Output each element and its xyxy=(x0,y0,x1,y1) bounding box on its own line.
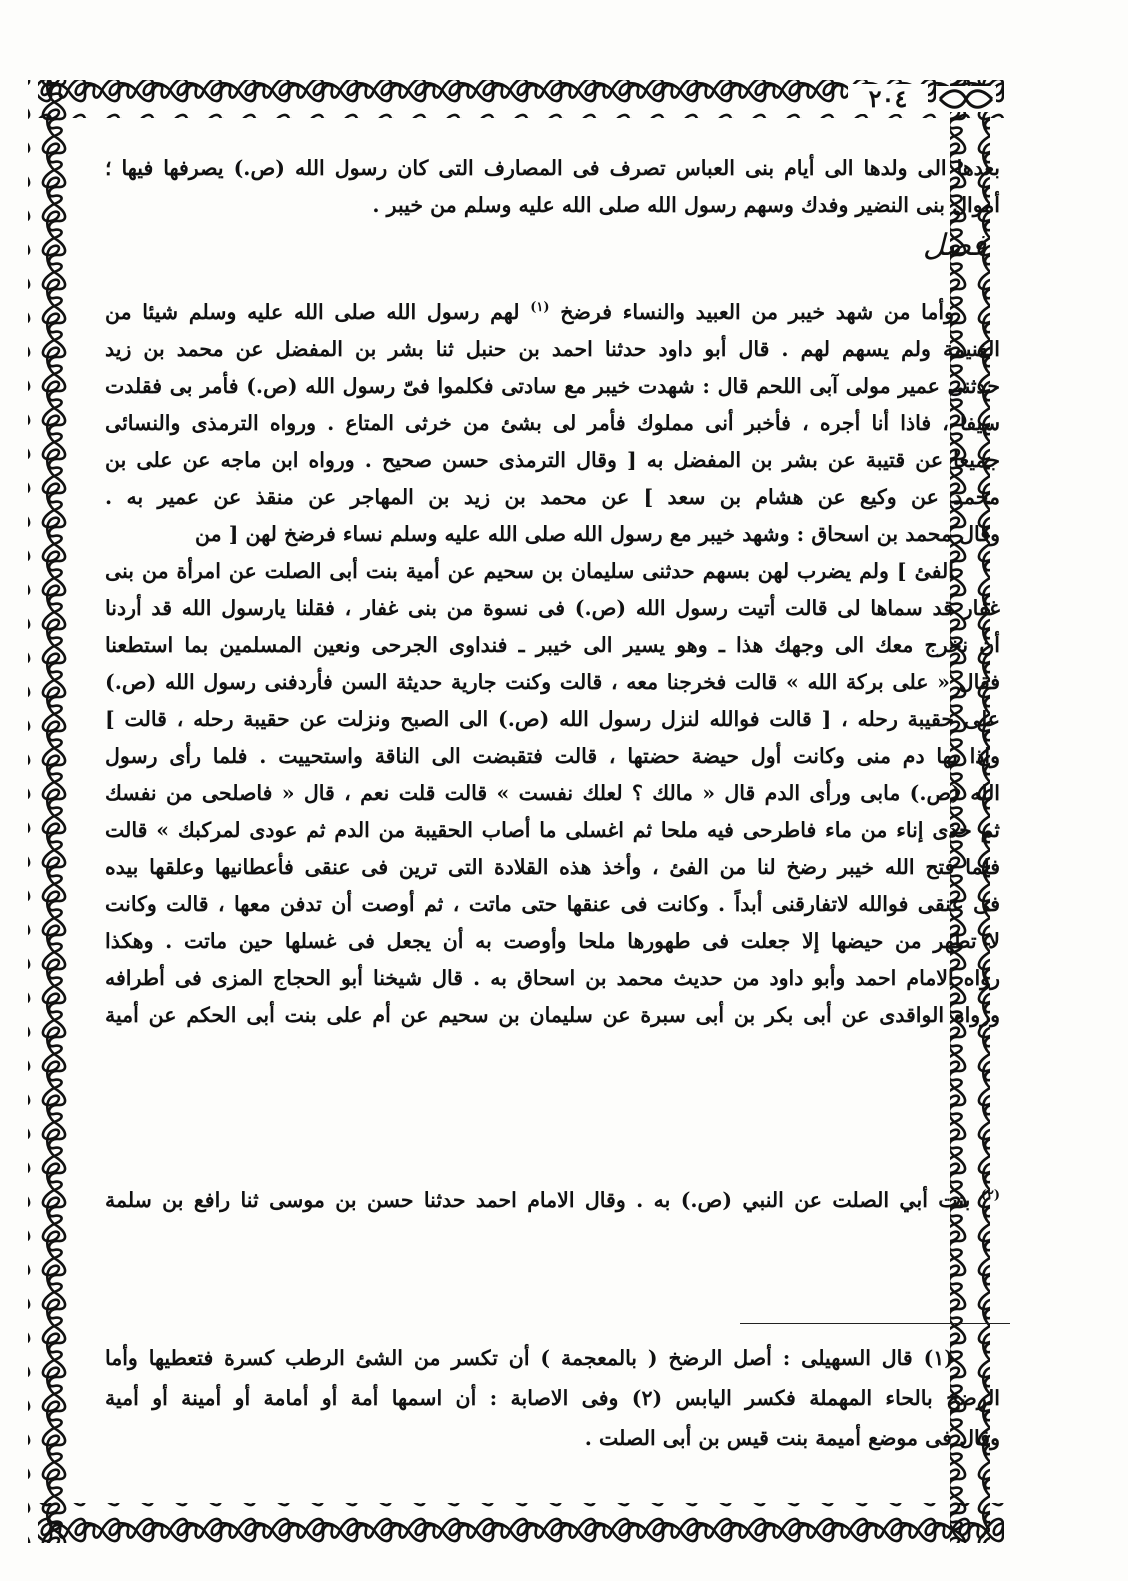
corner-ornament-icon xyxy=(936,86,996,112)
text-line: فقال « على بركة الله » قالت فخرجنا معه ، قالت وكنت جارية حديثة السن فأردفنى رسول الله (ص.) xyxy=(105,670,1000,694)
text-line: الفئ ] ولم يضرب لهن بسهم حدثنى سليمان بن سحيم عن أمية بنت أبى الصلت عن امرأة من بنى xyxy=(105,559,954,583)
text-line: رواه الامام احمد وأبو داود من حديث محمد بن اسحاق به . قال شيخنا أبو الحجاج المزى فى أطرافه xyxy=(105,966,1000,990)
text-line xyxy=(105,1108,1000,1145)
footnote-divider xyxy=(740,1323,1010,1324)
footnotes xyxy=(105,1338,1000,1458)
footnote-line: الرضح بالحاء المهملة فكسر اليابس (٢) وفى الاصابة : أن اسمها أمة أو أمامة أو أمينة أو أمية xyxy=(105,1386,1000,1410)
section-heading: فصل xyxy=(922,228,986,263)
text-line: سيفا ، فاذا أنا أجره ، فأخبر أنى مملوك فأمر لى بشئ من خرثى المتاع . ورواه الترمذى والنسائى xyxy=(105,411,1000,435)
text-line: الله (ص.) مابى ورأى الدم قال « مالك ؟ لعلك نفست » قالت قلت نعم ، قال « فاصلحى من نفسك xyxy=(105,781,1000,805)
text-line: فلما فتح الله خيبر رضخ لنا من الفئ ، وأخذ هذه القلادة التى ترين فى عنقى فأعطانيها وعلقها بيده xyxy=(105,855,1000,879)
text-line: ورواه الواقدى عن أبى بكر بن أبى سبرة عن سليمان بن سحيم عن أم على بنت أبى الحكم عن أمية xyxy=(105,1003,1000,1027)
footnote-ref: (٢) xyxy=(980,1188,1000,1204)
text-line: ثم خذى إناء من ماء فاطرحى فيه ملحا ثم اغسلى ما أصاب الحقيبة من الدم ثم عودى لمركبك » قالت xyxy=(105,818,1000,842)
text-line: على حقيبة رحله ، [ قالت فوالله لنزل رسول الله (ص.) الى الصبح ونزلت عن حقيبة رحله ، قالت ] xyxy=(105,707,1000,731)
text-line: أن نخرج معك الى وجهك هذا ـ وهو يسير الى خيبر ـ فنداوى الجرحى ونعين المسلمين بما استطعنا xyxy=(105,633,1000,657)
text-line: غفار قد سماها لى قالت أتيت رسول الله (ص.) فى نسوة من بنى غفار ، فقلنا يارسول الله قد أردنا xyxy=(105,596,1000,620)
text-line: جميعا عن قتيبة عن بشر بن المفضل به [ وقال الترمذى حسن صحيح . ورواه ابن ماجه عن على بن xyxy=(105,448,1000,472)
text-line: فى عنقى فوالله لاتفارقنى أبداً . وكانت فى عنقها حتى ماتت ، ثم أوصت أن تدفن معها ، قالت وكانت xyxy=(105,892,1000,916)
text-line: واذا بها دم منى وكانت أول حيضة حضتها ، قالت فتقبضت الى الناقة واستحييت . فلما رأى رسول xyxy=(105,744,1000,768)
text-line: الغنيمة ولم يسهم لهم . قال أبو داود حدثنا احمد بن حنبل ثنا بشر بن المفضل عن محمد بن زيد xyxy=(105,337,1000,361)
text-line: وقال محمد بن اسحاق : وشهد خيبر مع رسول الله صلى الله عليه وسلم نساء فرضخ لهن [ من xyxy=(195,522,1000,546)
main-text xyxy=(105,150,1000,1219)
text-line xyxy=(105,1034,1000,1071)
text-line: بعدها الى ولدها الى أيام بنى العباس تصرف فى المصارف التى كان رسول الله (ص.) يصرفها فيها ؛ xyxy=(105,156,1000,180)
text-line: حدثنى عمير مولى آبى اللحم قال : شهدت خيبر مع سادتى فكلموا فىّ رسول الله (ص.) فأمر بى فقلدت xyxy=(105,374,1000,398)
footnote-line: (١) قال السهيلى : أصل الرضخ ( بالمعجمة ) أن تكسر من الشئ الرطب كسرة فتعطيها وأما xyxy=(105,1346,954,1370)
text-line: لا تطهر من حيضها إلا جعلت فى طهورها ملحا وأوصت به أن يجعل فى غسلها حين ماتت . وهكذا xyxy=(105,929,1000,953)
text-line: أموال بنى النضير وفدك وسهم رسول الله صلى الله عليه وسلم من خيبر . xyxy=(372,193,1000,217)
text-line: محمد عن وكيع عن هشام بن سعد ] عن محمد بن زيد بن المهاجر عن منقذ عن عمير به . xyxy=(105,485,1000,509)
text-line xyxy=(105,1071,1000,1108)
footnote-line: وقال فى موضع أميمة بنت قيس بن أبى الصلت . xyxy=(584,1426,1000,1450)
text-line xyxy=(105,1145,1000,1182)
footnote-ref: (١) xyxy=(530,300,550,316)
page-number: ٢٠٤ xyxy=(848,84,928,114)
text-line: وأما من شهد خيبر من العبيد والنساء فرضخ $^{(١)}$ لهم رسول الله صلى الله عليه وسلم شيئا من xyxy=(105,300,955,324)
text-line: $^{(٢)}$ بنت أبي الصلت عن النبي (ص.) به . وقال الامام احمد حدثنا حسن بن موسى ثنا رافع بن سلمة xyxy=(105,1188,1000,1212)
